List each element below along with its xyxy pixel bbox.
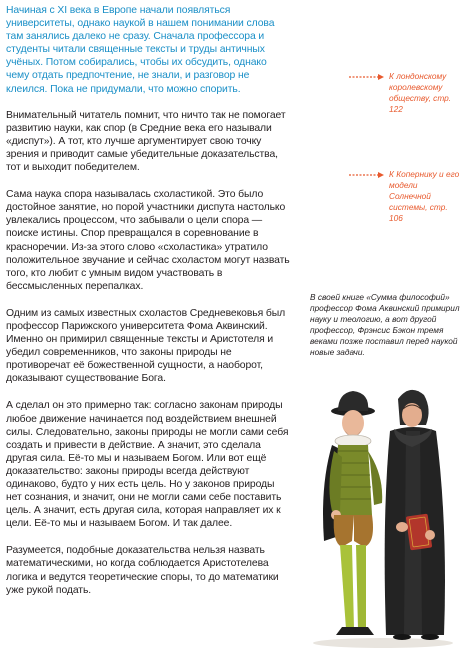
cross-reference-copernicus[interactable] bbox=[351, 169, 461, 224]
body-paragraph-5: Разумеется, подобные доказательства нельзя назвать математическими, но когда соблюдается Аристотелева логика и ведутся теоретические споры, то до математики уже рукой подать. bbox=[6, 545, 279, 596]
illustration-caption: В своей книге «Сумма философий» профессор Фома Аквинский примирил науку и теологию, а вот другой профессор, Фрэнсис Бэкон тремя веками позже поставил перед наукой новые задачи. bbox=[310, 292, 460, 357]
body-paragraph-1: Внимательный читатель помнит, что ничто так не помогает развитию науки, как спор (в Средние века его называли «диспут»). А тот, кто лучше аргументирует свою точку зрения и приводит самые убедительные доказательства, тот и выходит победителем. bbox=[6, 109, 286, 174]
body-paragraph-3: Одним из самых известных схоластов Средневековья был профессор Парижского университета Фома Аквинский. Именно он примирил священные тексты и Аристотеля и убедил современников, что законы природы не противоречат её божественной сущности, а наоборот, доказывают существование Бога. bbox=[6, 307, 286, 385]
scholars-illustration bbox=[298, 365, 464, 649]
cross-reference-copernicus-text: К Копернику и его модели Солнечной системы, стр. 106 bbox=[389, 169, 460, 223]
arrow-right-icon bbox=[349, 171, 385, 179]
intro-paragraph: Начиная с XI века в Европе начали появляться университеты, однако наукой в нашем понимании слова там занялись далеко не сразу. Сначала профессора и студенты читали священные тексты и труды античных учёных. Потом собирались, чтобы их обсудить, однако чему отдать предпочтение, не знали, и разговор не клеился. Пока не придумали, что можно спорить. bbox=[6, 5, 275, 95]
body-paragraph-4: А сделал он это примерно так: согласно законам природы любое движение начинается под воздействием внешней силы. Следовательно, законы природы не могли сами себя создать и привести в действие. А значит, это сделала другая сила. Её-то мы и называем Богом. Или вот ещё доказательство: законы природы всегда действуют одинаково, будто у них есть цель. Но у законов природы нет сознания, и значит, они не могли сами себе поставить цель. А значит, есть другая сила, которая направляет их к цели. Её-то мы и называем Богом. И так далее. bbox=[6, 400, 289, 530]
body-paragraph-2: Сама наука спора называлась схоластикой. Это было достойное занятие, но порой участники диспута настолько увлекались процессом, что забывали о цели спора — поиске истины. Спор превращался в соревнование в красноречии. Из-за этого слово «схоластика» утратило положительное звучание и сейчас схоластом могут назвать того, кто любит с умным видом участвовать в бессмысленных перепалках. bbox=[6, 189, 290, 292]
cross-reference-london[interactable] bbox=[351, 71, 461, 115]
arrow-right-icon bbox=[349, 73, 385, 81]
main-text-column bbox=[6, 4, 292, 609]
cross-reference-london-text: К лондонскому королевскому обществу, стр. 122 bbox=[389, 71, 452, 114]
